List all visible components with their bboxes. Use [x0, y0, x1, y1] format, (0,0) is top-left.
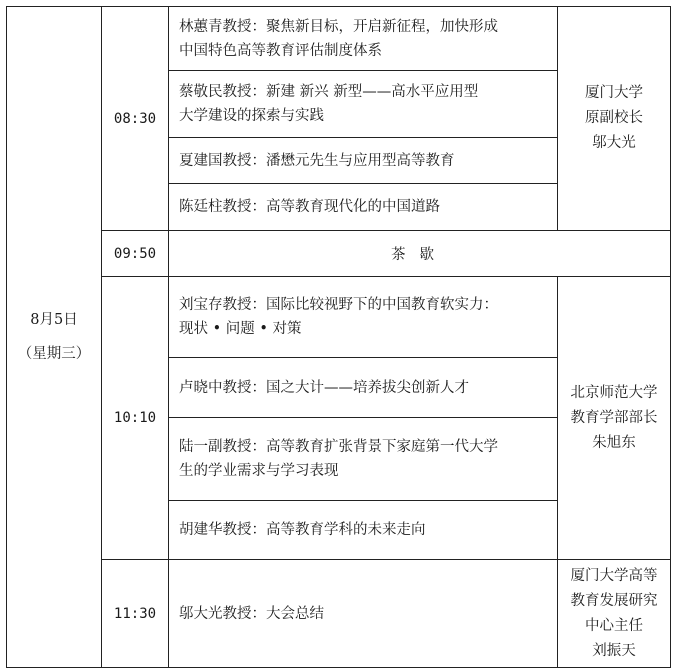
table-row — [7, 560, 671, 668]
talk-item: 陆一副教授：高等教育扩张背景下家庭第一代大学 生的学业需求与学习表现 — [169, 418, 558, 501]
talk-item: 卢晓中教授：国之大计——培养拔尖创新人才 — [169, 358, 558, 418]
talk-item: 陈廷柱教授：高等教育现代化的中国道路 — [169, 184, 558, 231]
talk-item: 林蕙青教授：聚焦新目标，开启新征程，加快形成 中国特色高等教育评估制度体系 — [169, 7, 558, 71]
chair-cell: 厦门大学高等 教育发展研究 中心主任 刘振天 — [558, 560, 671, 668]
talk-item: 邬大光教授：大会总结 — [169, 560, 558, 668]
date-label: 8月5日 — [30, 312, 78, 328]
weekday-label: （星期三） — [17, 346, 91, 362]
session-time: 08:30 — [102, 7, 169, 231]
talk-item: 刘宝存教授：国际比较视野下的中国教育软实力： 现状 • 问题 • 对策 — [169, 277, 558, 358]
table-row — [7, 231, 671, 277]
talk-item: 胡建华教授：高等教育学科的未来走向 — [169, 501, 558, 560]
session-time: 11:30 — [102, 560, 169, 668]
schedule-table — [6, 6, 671, 668]
chair-cell: 北京师范大学 教育学部部长 朱旭东 — [558, 277, 671, 560]
table-row — [7, 277, 671, 358]
session-time: 09:50 — [102, 231, 169, 277]
session-time: 10:10 — [102, 277, 169, 560]
table-row — [7, 7, 671, 71]
tea-break-label: 茶歇 — [169, 231, 671, 277]
date-cell — [7, 7, 102, 668]
talk-item: 夏建国教授：潘懋元先生与应用型高等教育 — [169, 138, 558, 184]
talk-item: 蔡敬民教授：新建 新兴 新型——高水平应用型 大学建设的探索与实践 — [169, 71, 558, 138]
chair-cell: 厦门大学 原副校长 邬大光 — [558, 7, 671, 231]
